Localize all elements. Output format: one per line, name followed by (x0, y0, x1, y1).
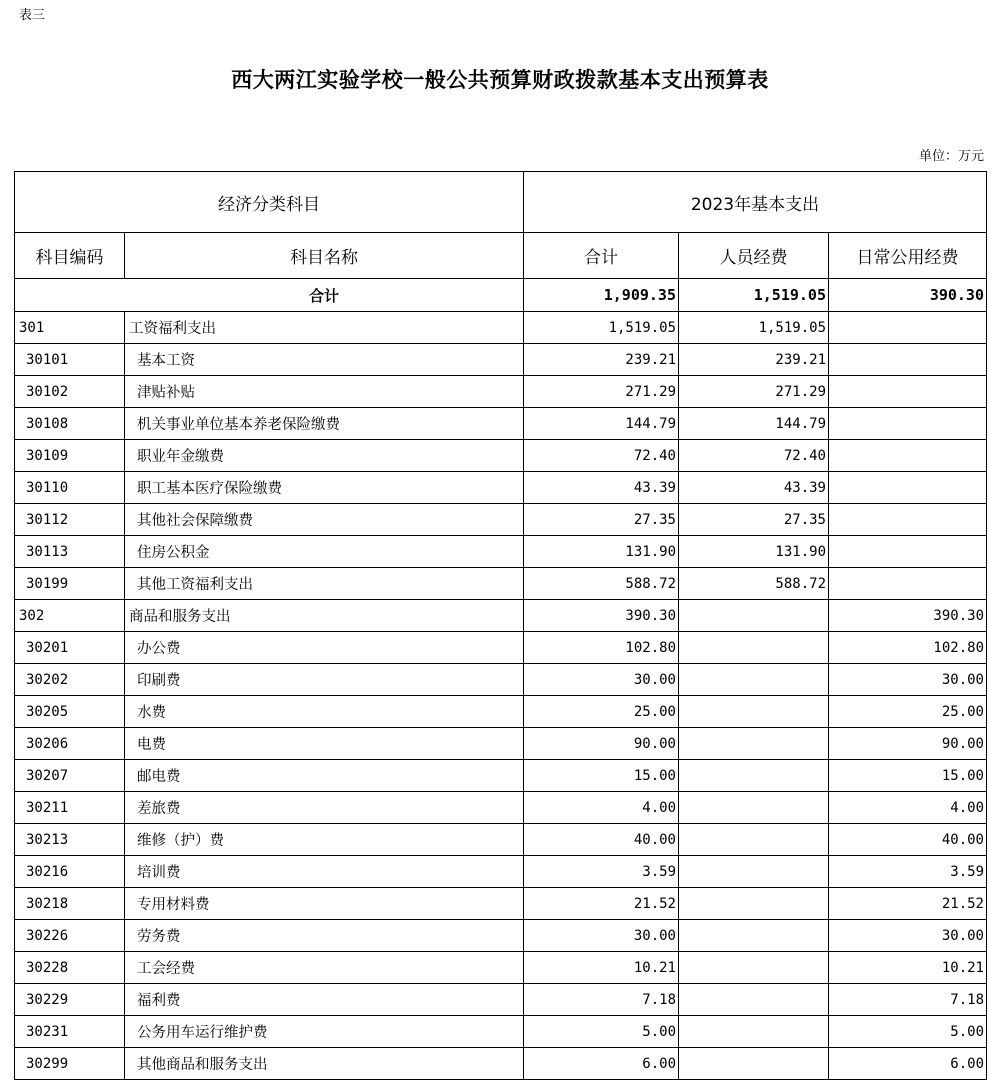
row-name: 住房公积金 (125, 536, 524, 568)
table-row (15, 344, 987, 376)
row-personnel (679, 664, 829, 696)
total-personnel: 1,519.05 (679, 279, 829, 312)
header-public: 日常公用经费 (829, 233, 987, 279)
row-total: 271.29 (524, 376, 679, 408)
table-row (15, 472, 987, 504)
row-public: 25.00 (829, 696, 987, 728)
table-row (15, 696, 987, 728)
row-public (829, 440, 987, 472)
budget-table (14, 171, 987, 1080)
row-public: 102.80 (829, 632, 987, 664)
row-personnel: 144.79 (679, 408, 829, 440)
row-name: 办公费 (125, 632, 524, 664)
row-public (829, 376, 987, 408)
row-personnel (679, 696, 829, 728)
row-name: 机关事业单位基本养老保险缴费 (125, 408, 524, 440)
row-name: 邮电费 (125, 760, 524, 792)
row-personnel (679, 632, 829, 664)
row-personnel (679, 952, 829, 984)
row-code: 30113 (15, 536, 125, 568)
row-total: 10.21 (524, 952, 679, 984)
row-personnel (679, 888, 829, 920)
table-row (15, 408, 987, 440)
row-code: 30102 (15, 376, 125, 408)
row-personnel (679, 600, 829, 632)
row-name: 差旅费 (125, 792, 524, 824)
row-code: 30112 (15, 504, 125, 536)
row-code: 30199 (15, 568, 125, 600)
row-code: 30211 (15, 792, 125, 824)
table-row (15, 536, 987, 568)
row-code: 30229 (15, 984, 125, 1016)
total-sum: 1,909.35 (524, 279, 679, 312)
row-total: 144.79 (524, 408, 679, 440)
total-row (15, 279, 987, 312)
header-row-columns (15, 233, 987, 279)
header-total: 合计 (524, 233, 679, 279)
table-row (15, 600, 987, 632)
row-name: 水费 (125, 696, 524, 728)
row-code: 30108 (15, 408, 125, 440)
row-total: 30.00 (524, 920, 679, 952)
unit-label: 单位：万元 (918, 149, 984, 164)
row-public: 390.30 (829, 600, 987, 632)
row-public: 15.00 (829, 760, 987, 792)
row-name: 基本工资 (125, 344, 524, 376)
row-code: 30231 (15, 1016, 125, 1048)
table-row (15, 888, 987, 920)
row-name: 印刷费 (125, 664, 524, 696)
row-code: 301 (15, 312, 125, 344)
row-public: 90.00 (829, 728, 987, 760)
header-row-group (15, 172, 987, 233)
row-public (829, 312, 987, 344)
row-total: 43.39 (524, 472, 679, 504)
total-label: 合计 (15, 279, 524, 312)
row-personnel (679, 760, 829, 792)
row-total: 239.21 (524, 344, 679, 376)
row-code: 302 (15, 600, 125, 632)
row-total: 4.00 (524, 792, 679, 824)
row-total: 90.00 (524, 728, 679, 760)
row-public (829, 504, 987, 536)
table-row (15, 952, 987, 984)
row-total: 15.00 (524, 760, 679, 792)
row-total: 102.80 (524, 632, 679, 664)
row-code: 30201 (15, 632, 125, 664)
row-code: 30202 (15, 664, 125, 696)
row-name: 商品和服务支出 (125, 600, 524, 632)
row-public: 30.00 (829, 664, 987, 696)
row-personnel: 43.39 (679, 472, 829, 504)
table-row (15, 376, 987, 408)
row-public (829, 568, 987, 600)
table-row (15, 632, 987, 664)
row-name: 工会经费 (125, 952, 524, 984)
table-row (15, 792, 987, 824)
row-personnel: 271.29 (679, 376, 829, 408)
table-row (15, 920, 987, 952)
table-row (15, 1048, 987, 1080)
row-public (829, 536, 987, 568)
row-name: 其他社会保障缴费 (125, 504, 524, 536)
row-total: 21.52 (524, 888, 679, 920)
row-code: 30207 (15, 760, 125, 792)
row-public: 7.18 (829, 984, 987, 1016)
row-name: 电费 (125, 728, 524, 760)
row-personnel: 588.72 (679, 568, 829, 600)
row-name: 职工基本医疗保险缴费 (125, 472, 524, 504)
header-basic-expenditure: 2023年基本支出 (524, 172, 987, 233)
row-total: 390.30 (524, 600, 679, 632)
row-total: 27.35 (524, 504, 679, 536)
row-code: 30213 (15, 824, 125, 856)
table-row (15, 856, 987, 888)
row-personnel: 27.35 (679, 504, 829, 536)
row-personnel: 131.90 (679, 536, 829, 568)
total-public: 390.30 (829, 279, 987, 312)
row-total: 72.40 (524, 440, 679, 472)
row-code: 30218 (15, 888, 125, 920)
row-code: 30299 (15, 1048, 125, 1080)
table-row (15, 568, 987, 600)
table-row (15, 504, 987, 536)
row-public (829, 408, 987, 440)
row-name: 工资福利支出 (125, 312, 524, 344)
row-personnel (679, 792, 829, 824)
row-name: 维修（护）费 (125, 824, 524, 856)
row-total: 30.00 (524, 664, 679, 696)
header-personnel: 人员经费 (679, 233, 829, 279)
row-total: 6.00 (524, 1048, 679, 1080)
row-total: 1,519.05 (524, 312, 679, 344)
table-row (15, 728, 987, 760)
row-public: 40.00 (829, 824, 987, 856)
table-label: 表三 (19, 8, 46, 23)
row-total: 25.00 (524, 696, 679, 728)
row-public: 4.00 (829, 792, 987, 824)
page-title: 西大两江实验学校一般公共预算财政拨款基本支出预算表 (231, 67, 769, 92)
row-code: 30205 (15, 696, 125, 728)
row-total: 3.59 (524, 856, 679, 888)
row-total: 588.72 (524, 568, 679, 600)
row-total: 5.00 (524, 1016, 679, 1048)
row-name: 培训费 (125, 856, 524, 888)
row-public: 10.21 (829, 952, 987, 984)
row-personnel: 1,519.05 (679, 312, 829, 344)
row-name: 福利费 (125, 984, 524, 1016)
row-public: 5.00 (829, 1016, 987, 1048)
table-row (15, 760, 987, 792)
row-personnel (679, 824, 829, 856)
row-name: 专用材料费 (125, 888, 524, 920)
row-personnel: 239.21 (679, 344, 829, 376)
row-personnel (679, 856, 829, 888)
row-personnel (679, 728, 829, 760)
table-row (15, 440, 987, 472)
header-name: 科目名称 (125, 233, 524, 279)
row-personnel (679, 920, 829, 952)
row-code: 30226 (15, 920, 125, 952)
row-public: 6.00 (829, 1048, 987, 1080)
row-public: 30.00 (829, 920, 987, 952)
row-code: 30206 (15, 728, 125, 760)
table-row (15, 984, 987, 1016)
table-row (15, 824, 987, 856)
table-row (15, 664, 987, 696)
table-row (15, 312, 987, 344)
row-name: 其他工资福利支出 (125, 568, 524, 600)
row-personnel (679, 1048, 829, 1080)
row-name: 职业年金缴费 (125, 440, 524, 472)
row-public (829, 344, 987, 376)
row-total: 131.90 (524, 536, 679, 568)
row-code: 30228 (15, 952, 125, 984)
row-code: 30101 (15, 344, 125, 376)
header-code: 科目编码 (15, 233, 125, 279)
row-name: 劳务费 (125, 920, 524, 952)
row-code: 30109 (15, 440, 125, 472)
row-public (829, 472, 987, 504)
row-public: 3.59 (829, 856, 987, 888)
header-economic-classification: 经济分类科目 (15, 172, 524, 233)
row-public: 21.52 (829, 888, 987, 920)
row-name: 公务用车运行维护费 (125, 1016, 524, 1048)
row-personnel: 72.40 (679, 440, 829, 472)
row-personnel (679, 984, 829, 1016)
row-total: 7.18 (524, 984, 679, 1016)
row-personnel (679, 1016, 829, 1048)
row-code: 30110 (15, 472, 125, 504)
row-total: 40.00 (524, 824, 679, 856)
row-code: 30216 (15, 856, 125, 888)
table-row (15, 1016, 987, 1048)
row-name: 津贴补贴 (125, 376, 524, 408)
row-name: 其他商品和服务支出 (125, 1048, 524, 1080)
